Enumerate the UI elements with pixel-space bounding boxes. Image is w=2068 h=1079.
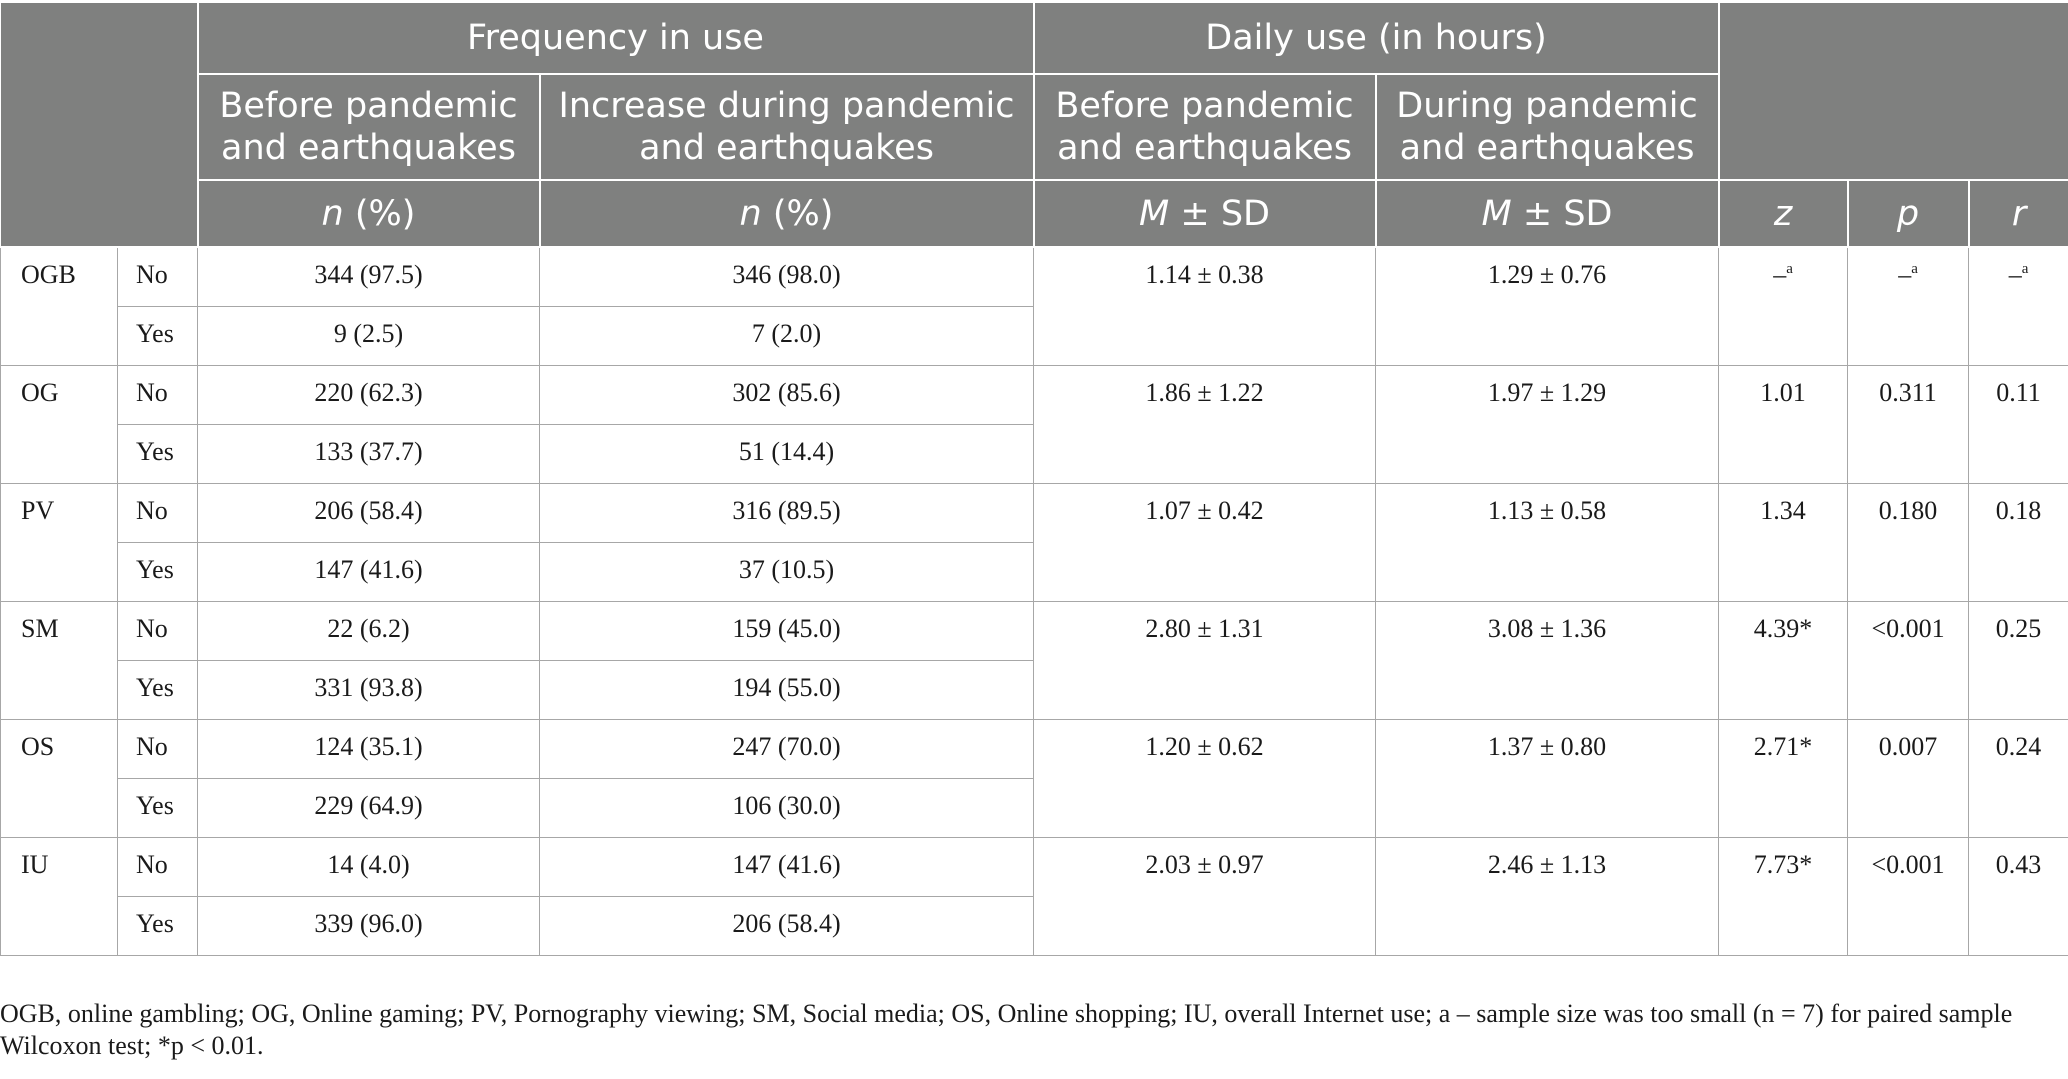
header-daily-before: Before pandemic and earthquakes [1034,74,1376,180]
cell-freq-before-no: 22 (6.2) [198,601,540,660]
cell-freq-increase-yes: 7 (2.0) [540,306,1034,365]
cell-daily-before: 1.07 ± 0.42 [1034,483,1376,601]
cell-p: –$^a$ [1848,247,1969,365]
header-blank-corner [1,3,198,247]
cell-r: 0.24 [1969,719,2068,837]
cell-freq-before-no: 124 (35.1) [198,719,540,778]
cell-daily-before: 2.03 ± 0.97 [1034,837,1376,955]
header-z: z [1719,180,1848,247]
row-no-label: No [118,365,198,424]
cell-p: 0.180 [1848,483,1969,601]
header-unit-m-sd-2: M ± SD [1376,180,1719,247]
row-yes-label: Yes [118,896,198,955]
cell-p: <0.001 [1848,837,1969,955]
cell-freq-increase-no: 147 (41.6) [540,837,1034,896]
header-group-daily-use: Daily use (in hours) [1034,3,1719,74]
cell-freq-increase-no: 247 (70.0) [540,719,1034,778]
row-no-label: No [118,483,198,542]
cell-freq-before-yes: 339 (96.0) [198,896,540,955]
cell-daily-before: 1.20 ± 0.62 [1034,719,1376,837]
cell-freq-increase-no: 316 (89.5) [540,483,1034,542]
cell-p: 0.007 [1848,719,1969,837]
cell-z: 2.71* [1719,719,1848,837]
header-freq-increase: Increase during pandemic and earthquakes [540,74,1034,180]
table-row [1,601,2068,660]
cell-daily-during: 1.29 ± 0.76 [1376,247,1719,365]
cell-freq-increase-no: 346 (98.0) [540,247,1034,306]
cell-freq-increase-yes: 194 (55.0) [540,660,1034,719]
cell-z: 4.39* [1719,601,1848,719]
table-row [1,365,2068,424]
table-row [1,837,2068,896]
table-body [1,247,2068,955]
cell-freq-increase-yes: 206 (58.4) [540,896,1034,955]
cell-freq-before-yes: 133 (37.7) [198,424,540,483]
cell-daily-during: 1.97 ± 1.29 [1376,365,1719,483]
row-category: SM [1,601,118,719]
cell-daily-before: 1.14 ± 0.38 [1034,247,1376,365]
cell-freq-before-no: 220 (62.3) [198,365,540,424]
cell-freq-before-yes: 229 (64.9) [198,778,540,837]
cell-r: 0.18 [1969,483,2068,601]
table-header [1,3,2068,247]
cell-z: 1.34 [1719,483,1848,601]
row-yes-label: Yes [118,660,198,719]
cell-freq-before-no: 14 (4.0) [198,837,540,896]
cell-z: 1.01 [1719,365,1848,483]
cell-freq-before-yes: 9 (2.5) [198,306,540,365]
table-row [1,483,2068,542]
cell-daily-before: 2.80 ± 1.31 [1034,601,1376,719]
cell-daily-during: 3.08 ± 1.36 [1376,601,1719,719]
cell-daily-during: 2.46 ± 1.13 [1376,837,1719,955]
cell-freq-before-no: 344 (97.5) [198,247,540,306]
header-unit-m-sd-1: M ± SD [1034,180,1376,247]
cell-r: 0.11 [1969,365,2068,483]
row-yes-label: Yes [118,778,198,837]
row-no-label: No [118,837,198,896]
cell-r: 0.25 [1969,601,2068,719]
header-group-frequency: Frequency in use [198,3,1034,74]
cell-daily-during: 1.13 ± 0.58 [1376,483,1719,601]
row-category: OG [1,365,118,483]
header-blank-stats [1719,3,2068,180]
cell-freq-increase-yes: 37 (10.5) [540,542,1034,601]
table-row [1,247,2068,306]
cell-daily-during: 1.37 ± 0.80 [1376,719,1719,837]
table-row [1,719,2068,778]
cell-freq-before-yes: 147 (41.6) [198,542,540,601]
footnote-line-2: Wilcoxon test; *p < 0.01. [0,1031,264,1060]
cell-p: <0.001 [1848,601,1969,719]
row-category: OS [1,719,118,837]
cell-z: 7.73* [1719,837,1848,955]
row-no-label: No [118,719,198,778]
footnote-line-1: OGB, online gambling; OG, Online gaming; PV, Pornography viewing; SM, Social media; OS, Online shopping; IU, overall Internet use; a – sample size was too small (n = 7) for paired sample [0,999,2013,1028]
header-freq-before: Before pandemic and earthquakes [198,74,540,180]
row-yes-label: Yes [118,306,198,365]
cell-freq-increase-no: 302 (85.6) [540,365,1034,424]
cell-r: 0.43 [1969,837,2068,955]
results-table [0,3,2068,956]
row-no-label: No [118,601,198,660]
header-p: p [1848,180,1969,247]
cell-freq-increase-no: 159 (45.0) [540,601,1034,660]
row-category: OGB [1,247,118,365]
row-yes-label: Yes [118,424,198,483]
cell-daily-before: 1.86 ± 1.22 [1034,365,1376,483]
header-r: r [1969,180,2068,247]
table-footnote [0,998,2068,1062]
cell-z: –$^a$ [1719,247,1848,365]
row-category: PV [1,483,118,601]
header-unit-n-pct-1: n (%) [198,180,540,247]
header-unit-n-pct-2: n (%) [540,180,1034,247]
row-yes-label: Yes [118,542,198,601]
header-daily-during: During pandemic and earthquakes [1376,74,1719,180]
cell-p: 0.311 [1848,365,1969,483]
cell-freq-before-yes: 331 (93.8) [198,660,540,719]
row-category: IU [1,837,118,955]
row-no-label: No [118,247,198,306]
cell-freq-increase-yes: 51 (14.4) [540,424,1034,483]
cell-r: –$^a$ [1969,247,2068,365]
cell-freq-increase-yes: 106 (30.0) [540,778,1034,837]
cell-freq-before-no: 206 (58.4) [198,483,540,542]
